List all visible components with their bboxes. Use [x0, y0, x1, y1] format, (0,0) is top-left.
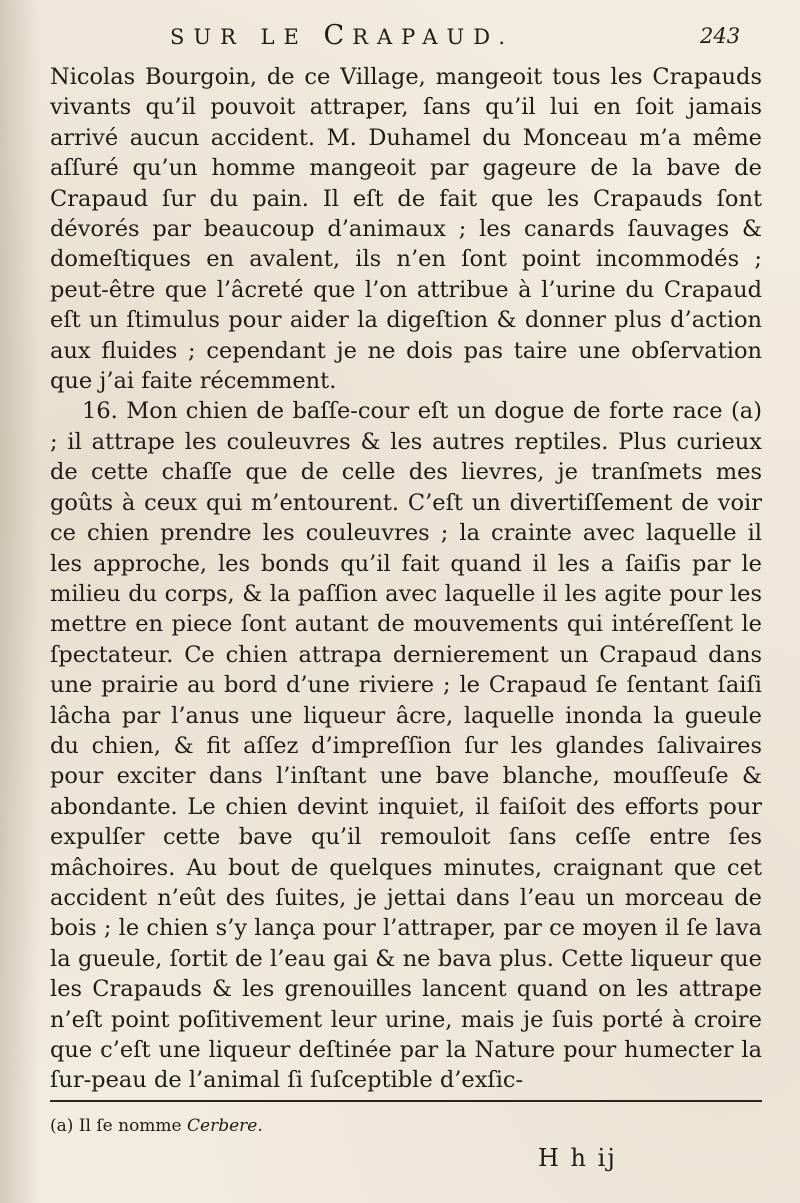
running-title-capital: C [323, 20, 353, 51]
footnote-rule [50, 1100, 762, 1102]
running-title-part3: RAPAUD. [352, 25, 515, 49]
signature-mark: H h ij [538, 1144, 617, 1172]
footnote-text: Il ſe nomme [78, 1116, 188, 1136]
paragraph-1: Nicolas Bourgoin, de ce Village, mangeoit tous les Crapauds vivants qu’il pouvoit attraper, ſans qu’il lui en ſoit jamais arrivé aucun accident. M. Duhamel du Monceau m’a même aſſuré qu’un homme mangeoit par gageure de la bave de Crapaud ſur du pain. Il eſt de fait que les Crapauds ſont dévorés par beaucoup d’animaux ; les canards ſauvages & domeſtiques en avalent, ils n’en ſont point incommodés ; peut-être que l’âcreté que l’on attribue à l’urine du Crapaud eſt un ſtimulus pour aider la digeſtion & donner plus d’action aux fluides ; cependant je ne dois pas taire une obſervation que j’ai faite récemment. [50, 64, 762, 395]
page-gutter-shadow [0, 0, 40, 1203]
body-text [50, 62, 762, 1096]
running-title-part1: SUR LE [170, 25, 324, 49]
running-title [170, 20, 610, 51]
footnote-marker: (a) [50, 1116, 79, 1136]
footnote-name: Cerbere. [187, 1116, 263, 1136]
paragraph-2: 16. Mon chien de baſſe-cour eſt un dogue de forte race (a) ; il attrape les couleuvres & les autres reptiles. Plus curieux de cette chaſſe que de celle des lievres, je tranſmets mes goûts à ceux qui m’entourent. C’eſt un divertiſſement de voir ce chien prendre les couleuvres ; la crainte avec laquelle il les approche, les bonds qu’il fait quand il les a ſaiſis par le milieu du corps, & la paſſion avec laquelle il les agite pour les mettre en piece ſont autant de mouvements qui intéreſſent le ſpectateur. Ce chien attrapa dernierement un Crapaud dans une prairie au bord d’une riviere ; le Crapaud ſe ſentant ſaiſi lâcha par l’anus une liqueur âcre, laquelle inonda la gueule du chien, & fit aſſez d’impreſſion ſur les glandes ſalivaires pour exciter dans l’inſtant une bave blanche, mouſſeuſe & abondante. Le chien devint inquiet, il faiſoit des efforts pour expulſer cette bave qu’il remouloit ſans ceſſe entre ſes mâchoires. Au bout de quelques minutes, craignant que cet accident n’eût des ſuites, je jettai dans l’eau un morceau de bois ; le chien s’y lança pour l’attraper, par ce moyen il ſe lava la gueule, ſortit de l’eau gai & ne bava plus. Cette liqueur que les Crapauds & les grenouilles lancent quand on les attrape n’eſt point poſitivement leur urine, mais je ſuis porté à croire que c’eſt une liqueur deſtinée par la Nature pour humecter la ſur-peau de l’animal ſi ſuſceptible d’exſic- [50, 398, 762, 1094]
page-number: 243 [700, 24, 741, 48]
footnote [50, 1116, 263, 1136]
